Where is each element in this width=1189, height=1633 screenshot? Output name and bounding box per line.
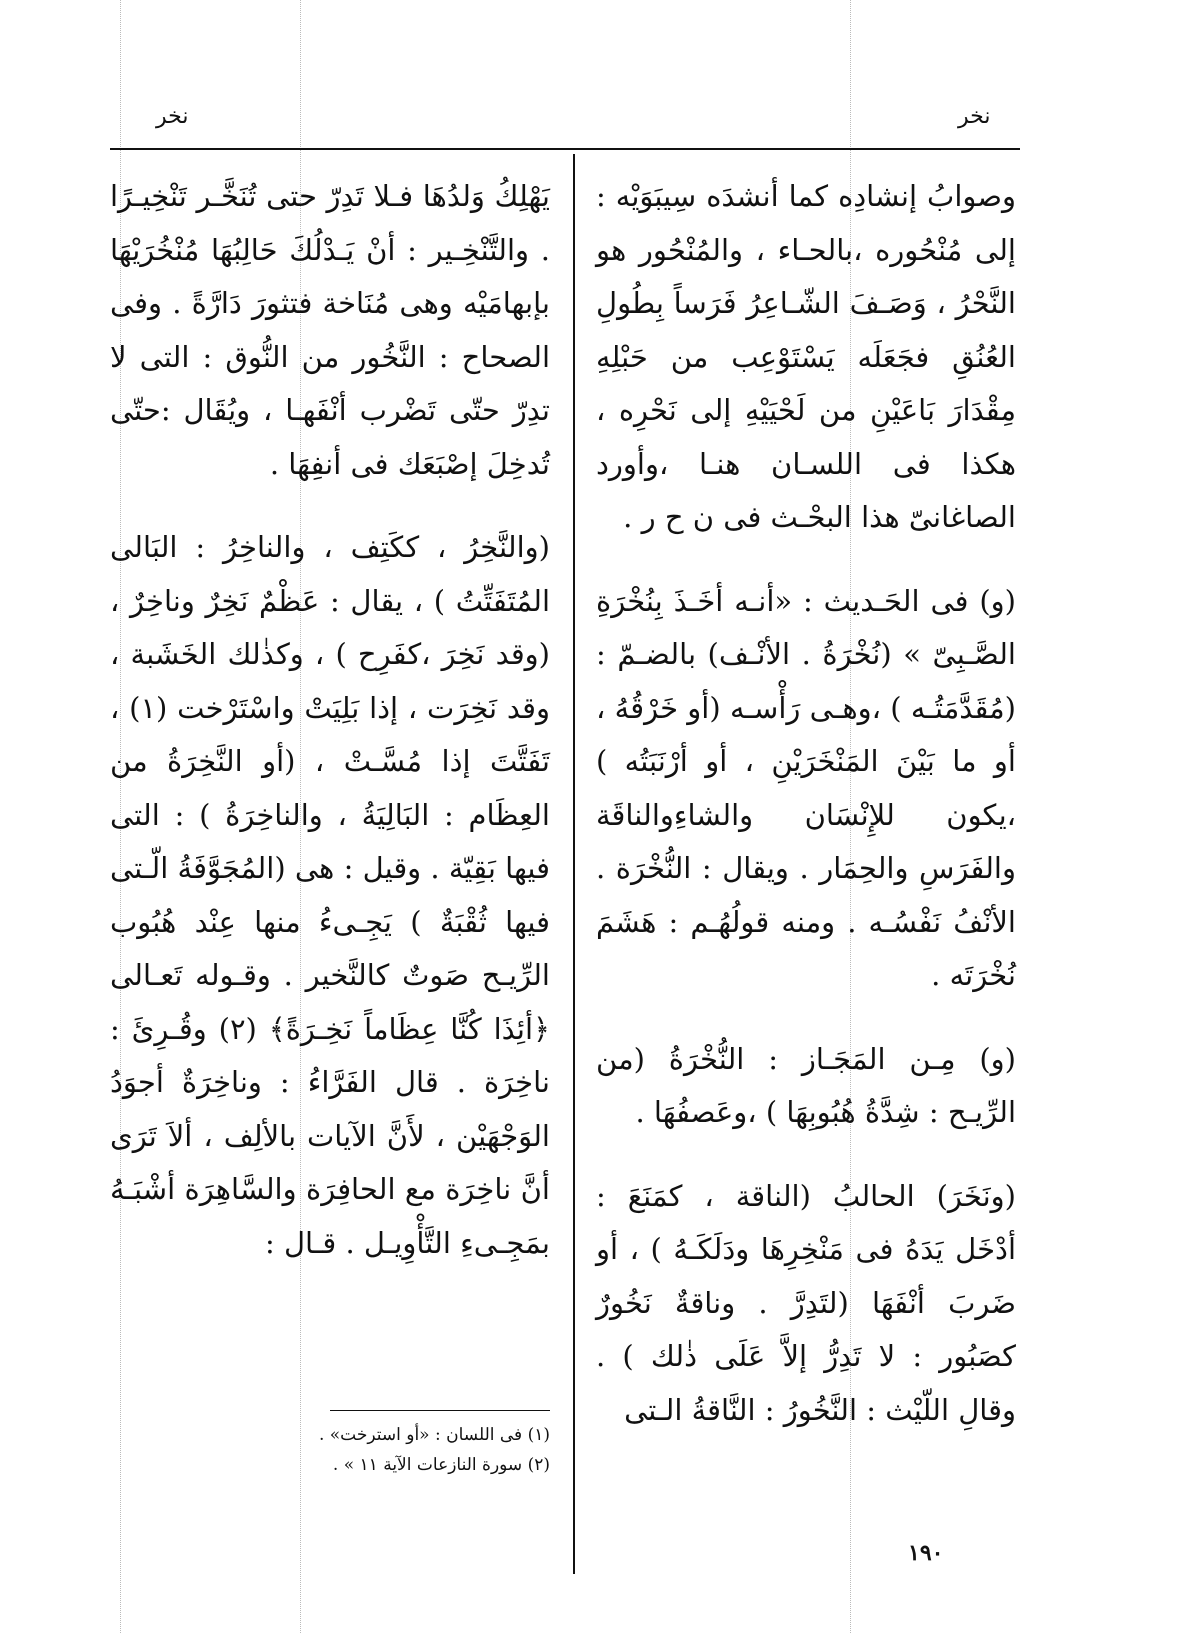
running-header-left: نخر xyxy=(156,104,189,129)
column-divider xyxy=(573,154,575,1574)
running-header-right: نخر xyxy=(958,104,991,129)
page-number: ١٩٠ xyxy=(908,1540,944,1566)
footnote: (٢) سورة النازعات الآية ١١ » . xyxy=(332,1455,550,1475)
footnote-rule xyxy=(330,1410,550,1411)
paragraph: يَهْلِكُ وَلدُهَا فـلا تَدِرّ حتى تُنَخَّـر تَنْخِيـرًا . والتَّنْخِـير : أنْ يَـدْلُكَ حَالِبُهَا مُنْخُرَيْهَا بإبهامَيْه وهى مُنَاخة فتثورَ دَارَّةً . وفى الصحاح : النَّخُور من النُّوق : التى لا تدِرّ حتّى تَضْرب أنْفَهـا ، ويُقَال :حتّى تُدخِلَ إصْبَعَك فى أنفِهَا . xyxy=(110,179,550,481)
left-column xyxy=(110,170,550,1270)
paragraph: وصوابُ إنشادِه كما أنشدَه سِيبَوَيْه : إلى مُنْحُوره ،بالحـاء ، والمُنْحُور هو النَّحْرُ ، وَصَـفَ الشّـاعِرُ فَرَساً بِطُولِ العُنُقِ فجَعَلَه يَسْتَوْعِب من حَبْلِهِ مِقْدَارَ بَاعَيْنِ من لَحْيَيْهِ إلى نَحْرِه ، هكذا فى اللسـان هنـا ،وأورد الصاغانىّ هذا البحْـث فى ن ح ر . xyxy=(596,179,1016,534)
paragraph: (ونَخَرَ) الحالبُ (الناقة ، كمَنَعَ : أدْخَل يَدَهُ فى مَنْخِرِهَا ودَلَكَـهُ ) ، أو ضَربَ أنْفَهَا (لتَدِرَّ . وناقةٌ نَخُورٌ كصَبُور : لا تَدِرُّ إلاَّ عَلَى ذٰلك ) . وقالِ اللّيْث : النَّخُورُ : النَّاقةُ الـتى xyxy=(596,1178,1016,1427)
paragraph: (و) فى الحَـديث : «أنـه أخَـذَ بِنُخْرَةِ الصَّـبِىّ » (نُخْرَةُ . الأنْـف) بالضـمّ : (مُقَدَّمَتُـه ) ،وهـى رَأْسـه (أو خَرْقُهُ ، أو ما بَيْنَ المَنْخَرَيْنِ ، أو أرْنَبَتُه ) ،يكون للإِنْسَان والشاءِوالناقَة والفَرَسِ والحِمَار . ويقال : النُّخْرَة . الأنْفُ نَفْسُـه . ومنه قولُهُـم : هَشَمَ نُخْرَتَه . xyxy=(596,583,1016,992)
footnote: (١) فى اللسان : «أو استرخت» . xyxy=(318,1425,550,1445)
footnotes xyxy=(180,1420,550,1480)
right-column xyxy=(596,170,1016,1437)
paragraph: (والنَّخِرُ ، ككَتِف ، والناخِرُ : البَالى المُتَفَتِّتُ ) ، يقال : عَظْمٌ نَخِرٌ وناخِرٌ ، (وقد نَخِرَ ،كفَرِح ) ، وكذٰلك الخَشَبة ، وقد نَخِرَت ، إذا بَلِيَتْ واسْتَرْخت (١) ، تَفَتَّتَ إذا مُسَّـتْ ، (أو النَّخِرَةُ من العِظَام : البَالِيَةُ ، والناخِرَةُ ) : التى فيها بَقِيّة . وقيل : هى (المُجَوَّفَةُ الّـتى فيها ثُقْبَةٌ ) يَجِـىءُ منها عِنْد هُبُوب الرِّيـح صَوتٌ كالنَّخير . وقـوله تَعـالى ﴿أئِذَا كُنَّا عِظَاماً نَخِـرَةً﴾ (٢) وقُـرِئَ : ناخِرَة . قال الفَرَّاءُ : وناخِرَةٌ أجوَدُ الوَجْهَيْن ، لأَنَّ الآيات بالألِف ، ألاَ تَرَى أنَّ ناخِرَة مع الحافِرَة والسَّاهِرَة أشْبَـهُ بمَجِـىءِ التَّأْوِيـل . قـال : xyxy=(110,530,550,1260)
header-rule xyxy=(110,148,1020,150)
paragraph: (و) مِـن المَجَـاز : النُّخْرَةُ (من الرِّيـح : شِدَّةُ هُبُوبِهَا ) ،وعَصفُهَا . xyxy=(596,1041,1016,1129)
